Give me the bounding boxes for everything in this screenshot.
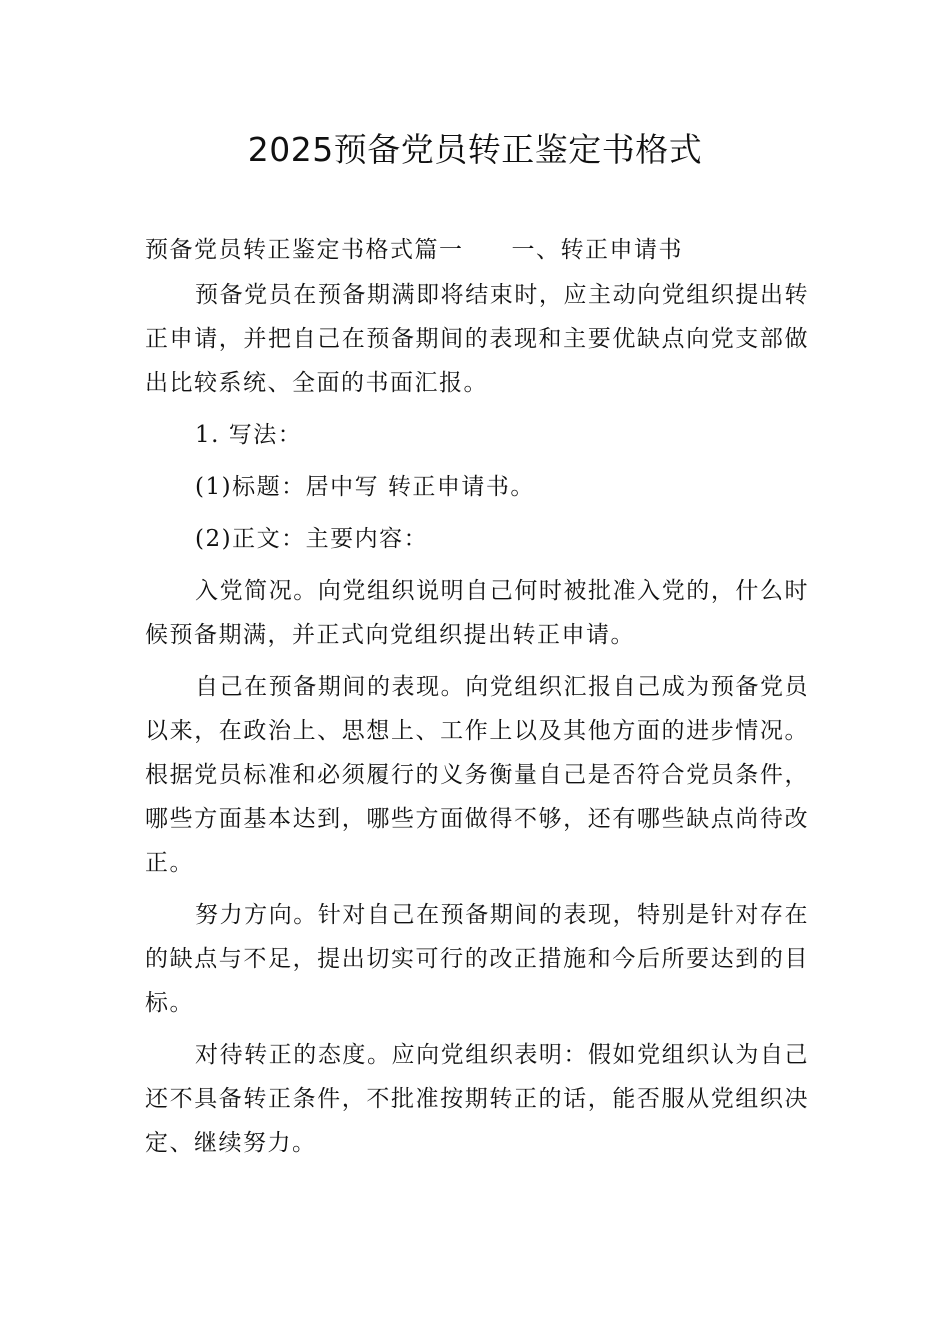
paragraph-intro: 预备党员在预备期满即将结束时，应主动向党组织提出转正申请，并把自己在预备期间的表现和主要优缺点向党支部做出比较系统、全面的书面汇报。 — [145, 282, 809, 396]
section-heading — [145, 228, 809, 272]
document-body — [145, 273, 809, 1173]
paragraph-writing-method: 1. 写法： — [195, 422, 303, 448]
paragraph-body-rule: (2)正文：主要内容： — [195, 526, 429, 552]
paragraph-improvement-direction: 努力方向。针对自己在预备期间的表现，特别是针对存在的缺点与不足，提出切实可行的改正措施和今后所要达到的目标。 — [145, 902, 809, 1016]
section-heading-subtitle: 一、转正申请书 — [511, 237, 683, 263]
section-heading-title: 预备党员转正鉴定书格式篇一 — [145, 237, 464, 263]
document-title: 2025预备党员转正鉴定书格式 — [247, 130, 703, 169]
paragraph-probation-performance: 自己在预备期间的表现。向党组织汇报自己成为预备党员以来，在政治上、思想上、工作上以及其他方面的进步情况。根据党员标准和必须履行的义务衡量自己是否符合党员条件，哪些方面基本达到，哪些方面做得不够，还有哪些缺点尚待改正。 — [145, 674, 809, 876]
paragraph-title-rule: (1)标题：居中写 转正申请书。 — [195, 474, 535, 500]
paragraph-attitude: 对待转正的态度。应向党组织表明：假如党组织认为自己还不具备转正条件，不批准按期转正的话，能否服从党组织决定、继续努力。 — [145, 1042, 809, 1156]
paragraph-admission-summary: 入党简况。向党组织说明自己何时被批准入党的，什么时候预备期满，并正式向党组织提出转正申请。 — [145, 578, 809, 648]
